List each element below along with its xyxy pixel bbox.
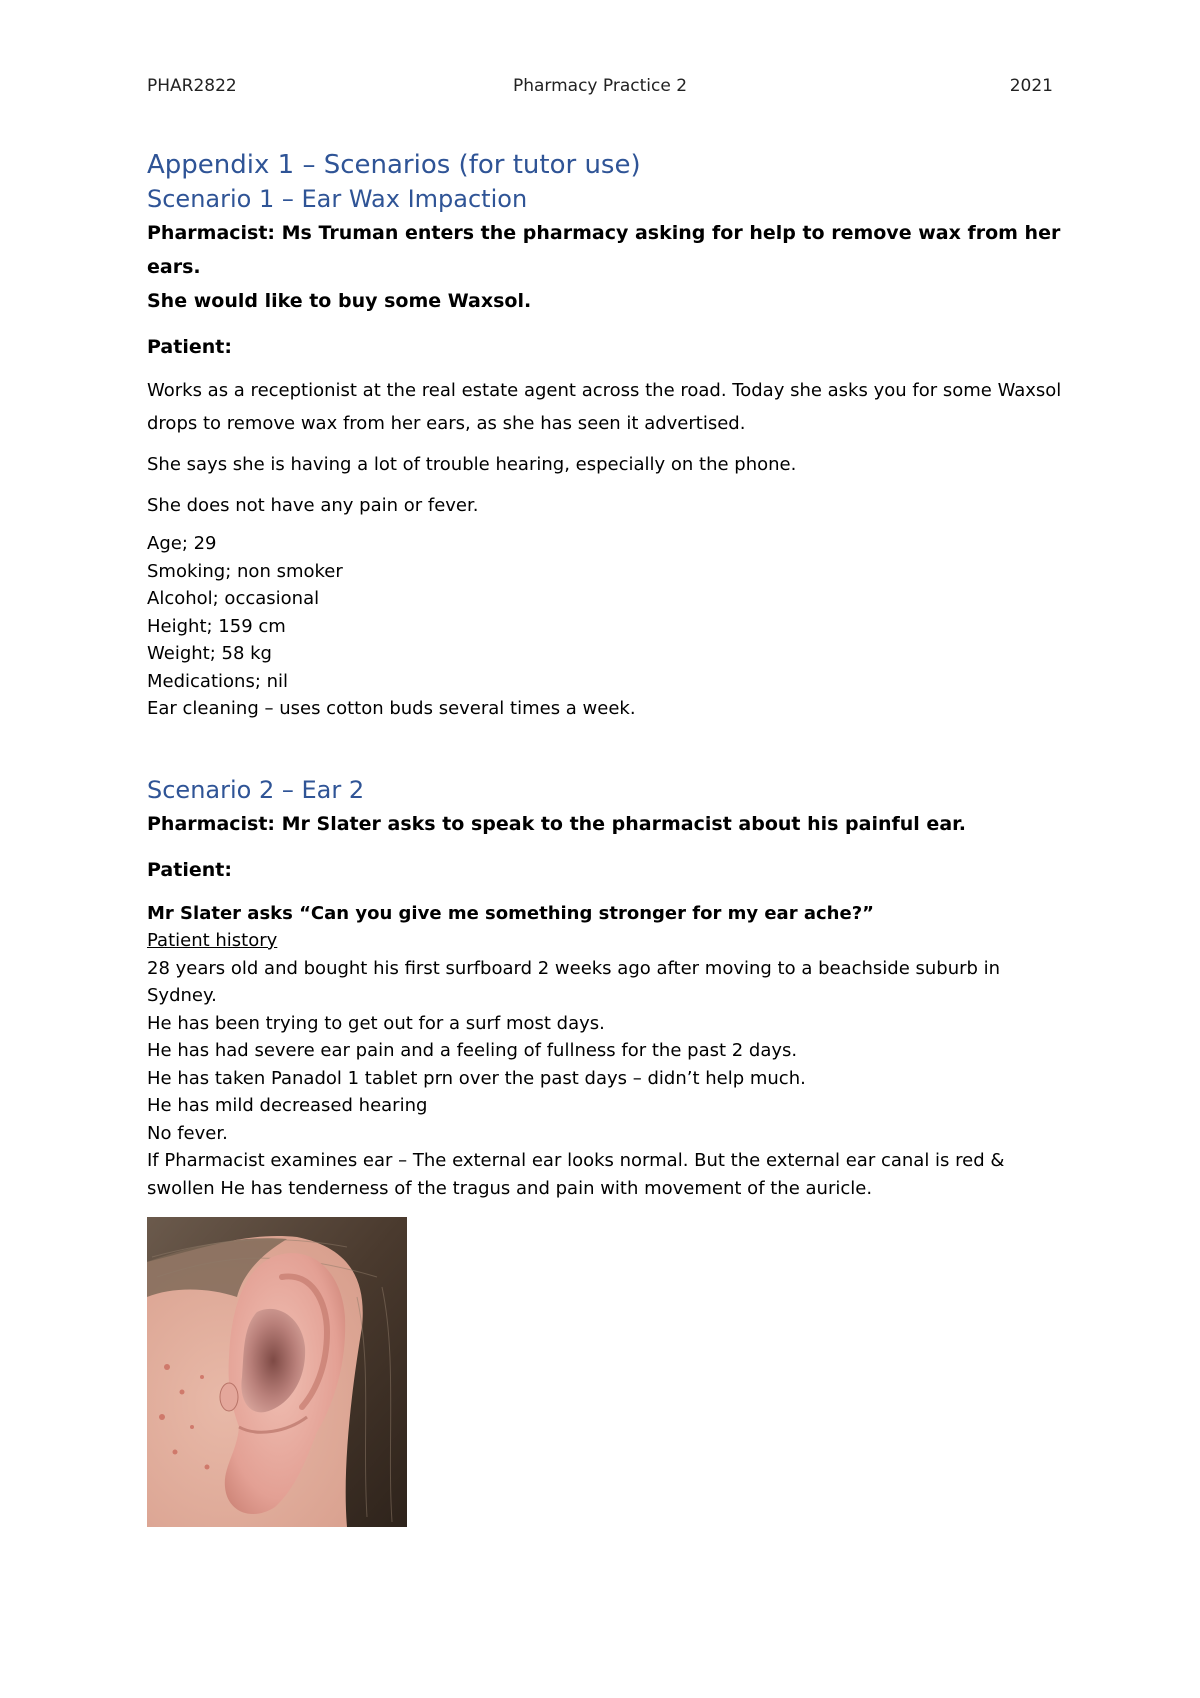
detail-weight: Weight; 58 kg	[147, 643, 272, 664]
scenario-2-quote: Mr Slater asks “Can you give me something stronger for my ear ache?”	[147, 902, 874, 924]
appendix-title: Appendix 1 – Scenarios (for tutor use)	[147, 150, 641, 180]
history-line: He has mild decreased hearing	[147, 1095, 428, 1116]
patient-history-label: Patient history	[147, 930, 278, 951]
scenario-1-para-1-line-2: drops to remove wax from her ears, as she has seen it advertised.	[147, 413, 746, 434]
header-year: 2021	[1009, 76, 1053, 96]
history-line: If Pharmacist examines ear – The external ear looks normal. But the external ear canal is red &	[147, 1150, 1005, 1171]
scenario-1-title: Scenario 1 – Ear Wax Impaction	[147, 185, 528, 213]
scenario-1-pharmacist-line-1: Pharmacist: Ms Truman enters the pharmacy asking for help to remove wax from her ears.	[147, 222, 1061, 278]
scenario-2-pharmacist-line: Pharmacist: Mr Slater asks to speak to the pharmacist about his painful ear.	[147, 812, 967, 835]
history-line: He has taken Panadol 1 tablet prn over the past days – didn’t help much.	[147, 1067, 806, 1089]
scenario-1-pharmacist-line-2: She would like to buy some Waxsol.	[147, 290, 532, 312]
detail-ear-cleaning: Ear cleaning – uses cotton buds several times a week.	[147, 698, 636, 719]
ear-photo	[147, 1217, 407, 1527]
detail-medications: Medications; nil	[147, 670, 289, 692]
history-line: He has had severe ear pain and a feeling of fullness for the past 2 days.	[147, 1040, 798, 1061]
scenario-2-title: Scenario 2 – Ear 2	[147, 775, 365, 804]
detail-age: Age; 29	[147, 533, 217, 554]
header-course-code: PHAR2822	[147, 76, 237, 96]
history-line: 28 years old and bought his first surfboard 2 weeks ago after moving to a beachside suburb in	[147, 957, 1001, 979]
history-line: He has been trying to get out for a surf most days.	[147, 1012, 605, 1034]
scenario-1-para-3: She does not have any pain or fever.	[147, 495, 479, 516]
scenario-1-details	[147, 530, 1067, 723]
scenario-2-patient-label: Patient:	[147, 858, 232, 881]
scenario-1-para-2: She says she is having a lot of trouble hearing, especially on the phone.	[147, 454, 797, 475]
history-line: No fever.	[147, 1122, 228, 1144]
detail-height: Height; 159 cm	[147, 615, 286, 637]
header-course-title: Pharmacy Practice 2	[512, 76, 688, 96]
scenario-1-patient-label: Patient:	[147, 336, 232, 358]
detail-smoking: Smoking; non smoker	[147, 560, 343, 582]
document-body	[147, 148, 1067, 1202]
detail-alcohol: Alcohol; occasional	[147, 588, 320, 609]
history-line: swollen He has tenderness of the tragus and pain with movement of the auricle.	[147, 1177, 873, 1199]
scenario-1-para-1-line-1: Works as a receptionist at the real estate agent across the road. Today she asks you for some Waxsol	[147, 380, 1062, 401]
history-line: Sydney.	[147, 985, 217, 1006]
